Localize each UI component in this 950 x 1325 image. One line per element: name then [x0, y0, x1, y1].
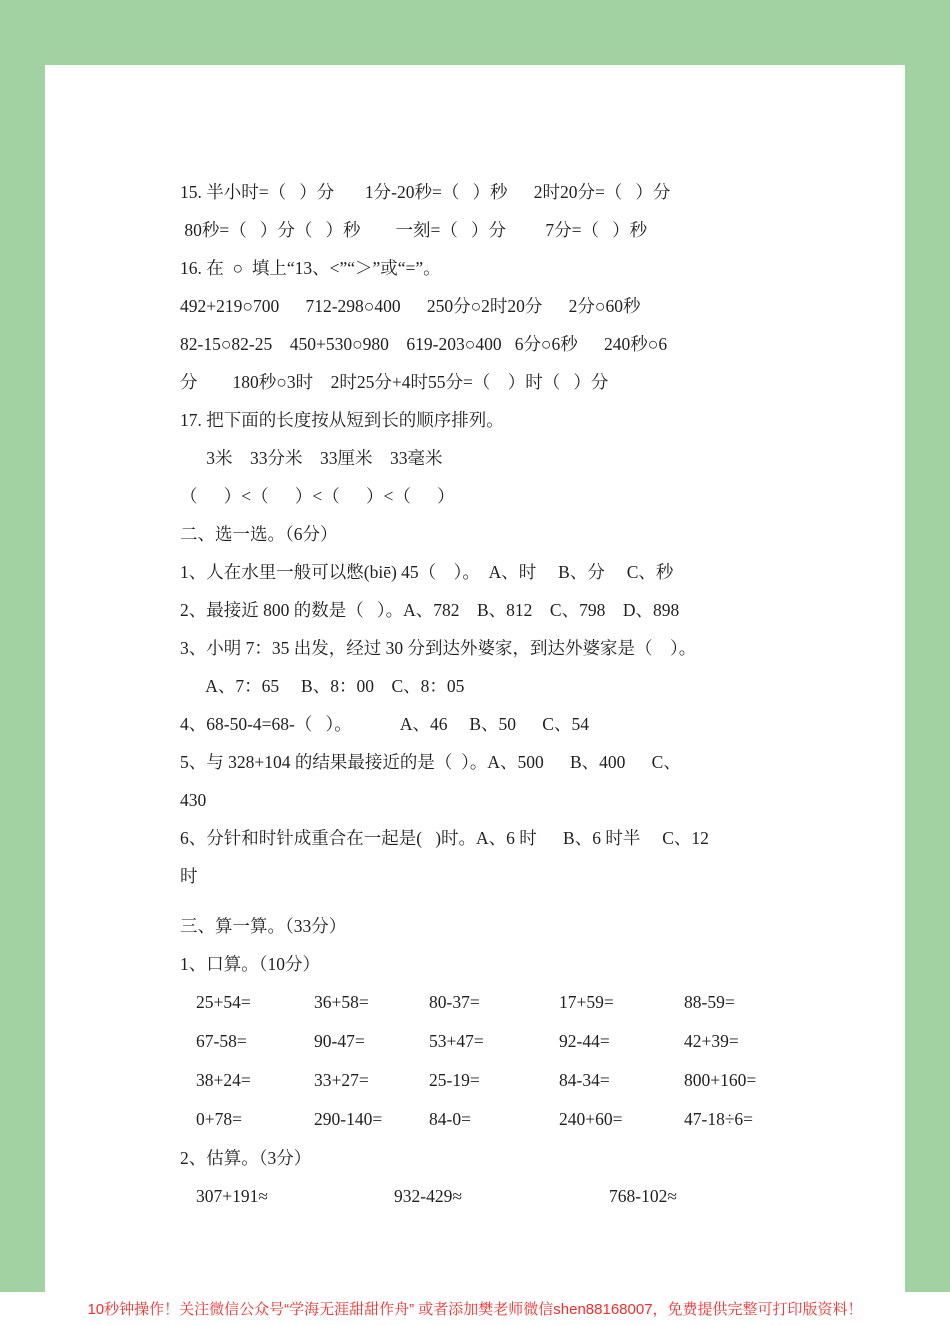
worksheet-line: 3米 33分米 33厘米 33毫米 [180, 448, 443, 468]
worksheet-line: A、7：65 B、8：00 C、8：05 [180, 676, 465, 696]
calc-item: 36+58= [314, 992, 369, 1012]
promo-banner [0, 1292, 950, 1325]
promo-text: 10秒钟操作！关注微信公众号“学海无涯甜甜作舟” 或者添加樊老师微信shen88168007，免费提供完整可打印版资料！ [87, 1301, 863, 1318]
calc-item: 88-59= [684, 992, 735, 1012]
calc-item: 84-0= [429, 1109, 471, 1129]
oral-calc-heading: 1、口算。（10分） [180, 954, 320, 974]
worksheet-line: 17. 把下面的长度按从短到长的顺序排列。 [180, 410, 504, 430]
worksheet-line: 分 180秒○3时 2时25分+4时55分=（ ）时（ ）分 [180, 372, 609, 392]
oral-calc-grid [180, 983, 857, 1139]
worksheet-line: 5、与 328+104 的结果最接近的是（ ）。A、500 B、400 C、 [180, 752, 681, 772]
calc-item: 67-58= [196, 1031, 247, 1051]
estimate-heading: 2、估算。（3分） [180, 1148, 312, 1168]
calc-item: 38+24= [196, 1070, 251, 1090]
estimate-item: 932-429≈ [394, 1186, 462, 1206]
calc-item: 84-34= [559, 1070, 610, 1090]
estimate-item: 307+191≈ [196, 1186, 268, 1206]
worksheet-line: （ ）<（ ）<（ ）<（ ） [180, 486, 455, 506]
worksheet-line: 430 [180, 790, 207, 810]
worksheet-line: 492+219○700 712-298○400 250分○2时20分 2分○60秒 [180, 296, 641, 316]
calc-item: 92-44= [559, 1031, 610, 1051]
worksheet-line: 时 [180, 866, 198, 886]
calc-item: 90-47= [314, 1031, 365, 1051]
calc-item: 0+78= [196, 1109, 242, 1129]
calc-item: 25+54= [196, 992, 251, 1012]
calc-item: 47-18÷6= [684, 1109, 754, 1129]
worksheet-content [45, 65, 905, 1216]
worksheet-line: 15. 半小时=（ ）分 1分-20秒=（ ）秒 2时20分=（ ）分 [180, 182, 671, 202]
calc-item: 240+60= [559, 1109, 623, 1129]
calc-item: 290-140= [314, 1109, 383, 1129]
worksheet-paper [45, 65, 905, 1292]
worksheet-line: 6、分针和时针成重合在一起是( )时。A、6 时 B、6 时半 C、12 [180, 828, 709, 848]
worksheet-line: 82-15○82-25 450+530○980 619-203○400 6分○6秒 240秒○6 [180, 334, 668, 354]
estimate-item: 768-102≈ [609, 1186, 677, 1206]
worksheet-line: 2、最接近 800 的数是（ ）。A、782 B、812 C、798 D、898 [180, 600, 680, 620]
worksheet-line: 3、小明 7：35 出发，经过 30 分到达外婆家，到达外婆家是（ ）。 [180, 638, 697, 658]
calc-item: 17+59= [559, 992, 614, 1012]
calc-item: 33+27= [314, 1070, 369, 1090]
section-two-heading: 二、选一选。（6分） [180, 524, 338, 544]
calc-item: 80-37= [429, 992, 480, 1012]
worksheet-line: 16. 在 ○ 填上“13、<”“＞”或“=”。 [180, 258, 441, 278]
section-three-heading: 三、算一算。（33分） [180, 916, 347, 936]
worksheet-line: 1、人在水里一般可以憋(biē) 45（ ）。 A、时 B、分 C、秒 [180, 562, 674, 582]
calc-item: 800+160= [684, 1070, 757, 1090]
worksheet-line: 4、68-50-4=68-（ ）。 A、46 B、50 C、54 [180, 714, 589, 734]
calc-item: 25-19= [429, 1070, 480, 1090]
calc-item: 42+39= [684, 1031, 739, 1051]
worksheet-body [180, 173, 857, 983]
calc-item: 53+47= [429, 1031, 484, 1051]
estimate-row [180, 1177, 857, 1216]
worksheet-line: 80秒=（ ）分（ ）秒 一刻=（ ）分 7分=（ ）秒 [180, 220, 648, 240]
